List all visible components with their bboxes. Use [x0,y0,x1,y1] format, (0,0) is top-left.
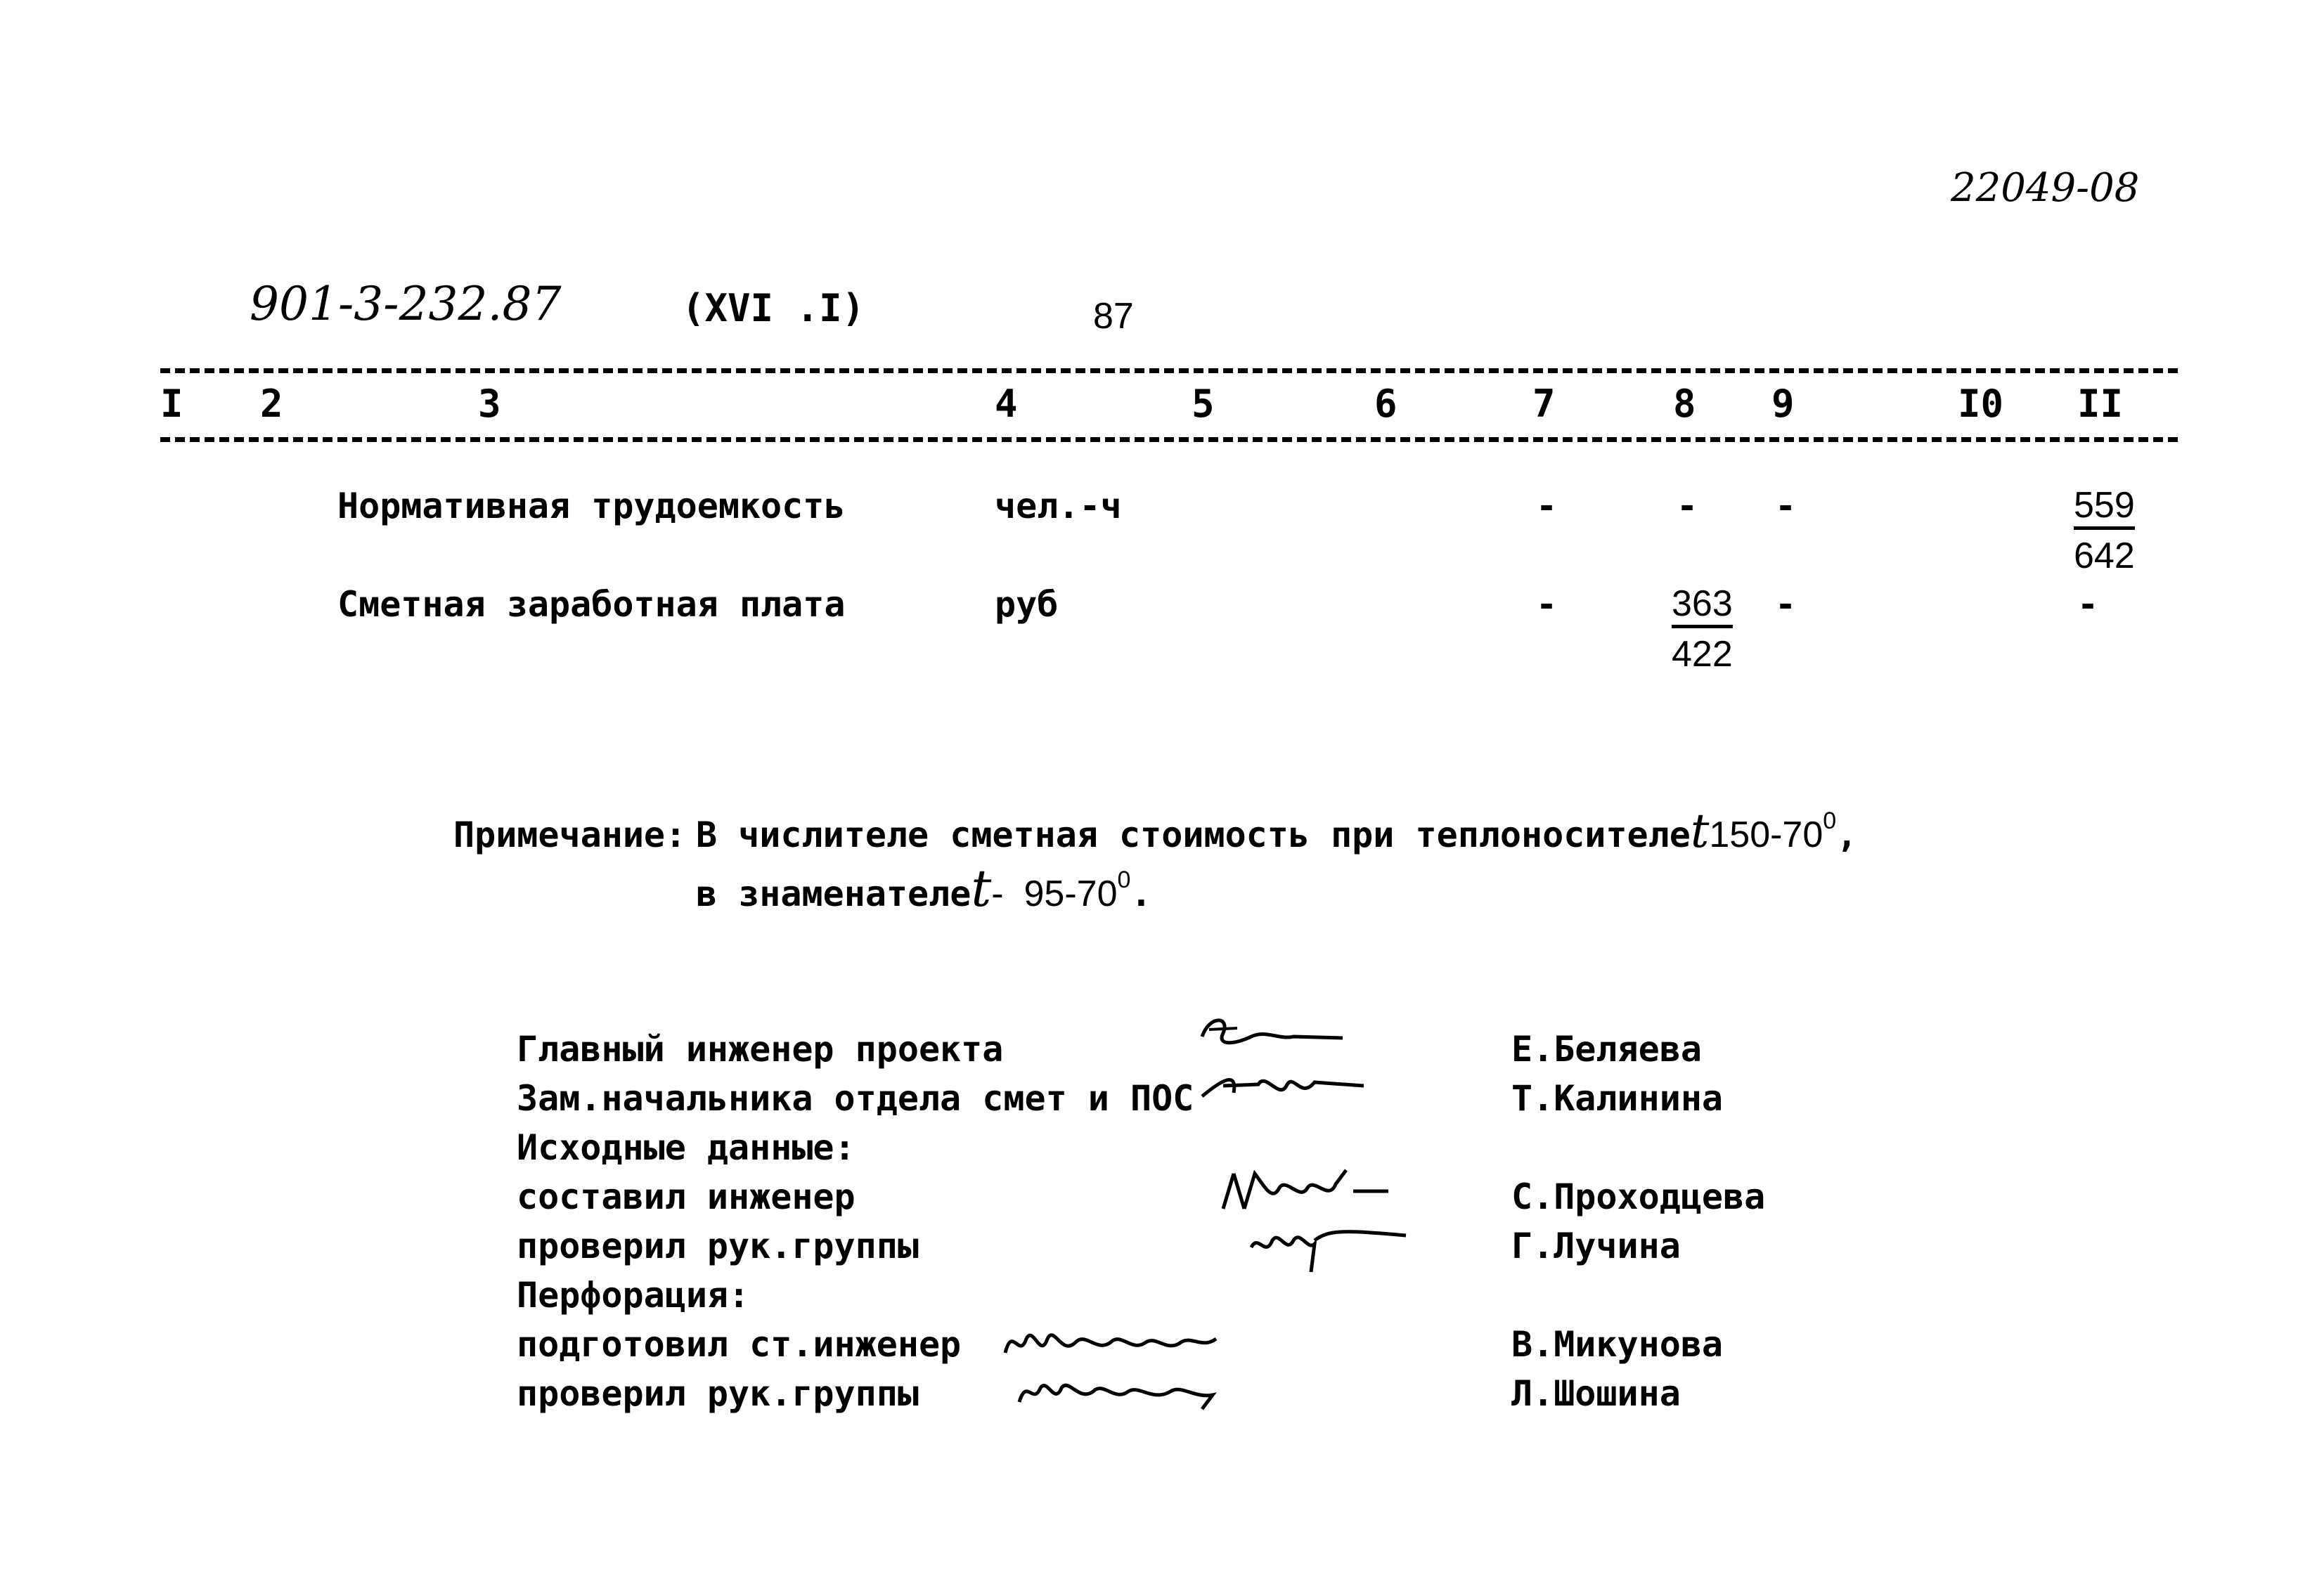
signature-mark [1012,1360,1223,1416]
note-line-1-text: В числителе сметная стоимость при теплоносителе [696,815,1691,855]
cell-col11-numerator: 559 [2074,487,2135,530]
signature-role: составил инженер [517,1176,856,1217]
column-header-11: II [2077,382,2124,426]
note-line-1 [696,804,1858,858]
signature-role: проверил рук.группы [517,1373,919,1414]
cell-col8-numerator: 363 [1672,585,1733,628]
signature-role: подготовил ст.инженер [517,1324,962,1365]
signature-mark [998,1311,1223,1367]
handwritten-signature [1244,1209,1413,1282]
column-header-5: 5 [1192,382,1215,426]
signature-mark [1195,1058,1378,1114]
section-label: Перфорация: [517,1275,750,1316]
cell-col7: - [1536,584,1558,625]
cell-col11: - [2077,584,2099,625]
signature-name: С.Проходцева [1511,1176,1766,1217]
note-line-2-t-symbol: t [971,859,992,918]
signature-role: проверил рук.группы [517,1226,919,1266]
note-line-2-degree: 0 [1117,867,1131,893]
column-header-9: 9 [1771,382,1795,426]
row-name: Нормативная трудоемкость [337,486,846,526]
handwritten-signature [1012,1360,1223,1419]
column-header-1: I [160,382,183,426]
column-header-4: 4 [995,382,1018,426]
cell-col7: - [1536,486,1558,526]
note-line-2 [696,859,1152,918]
cell-col8: - [1677,486,1698,526]
note-line-1-value: 150-70 [1709,815,1823,855]
note-label: Примечание: [453,815,687,855]
signature-role: Зам.начальника отдела смет и ПОС [517,1078,1194,1119]
page-number: 87 [1093,296,1134,337]
section-label: Исходные данные: [517,1127,856,1168]
row-unit: руб [995,584,1059,625]
cell-col8-denominator: 422 [1672,634,1733,675]
signature-mark [1244,1209,1413,1279]
section-number: (XVI .I) [682,286,865,330]
signature-name: В.Микунова [1511,1324,1724,1365]
signature-name: Г.Лучина [1511,1226,1681,1266]
signature-name: Е.Беляева [1511,1029,1702,1070]
column-header-3: 3 [478,382,501,426]
cell-col9: - [1775,584,1797,625]
signature-mark [1195,1008,1350,1065]
column-header-6: 6 [1374,382,1397,426]
note-line-2-text: в знаменателе [696,874,971,914]
signature-name: Т.Калинина [1511,1078,1724,1119]
note-line-2-value: - 95-70 [991,874,1118,914]
corner-stamp-number: 22049-08 [1951,165,2140,211]
row-unit: чел.-ч [995,486,1122,526]
cell-col9: - [1775,486,1797,526]
document-code: 901-3-232.87 [250,277,562,331]
row-name: Сметная заработная плата [337,584,846,625]
handwritten-signature [1195,1058,1378,1117]
note-line-1-t-symbol: t [1690,804,1710,858]
note-line-2-tail: . [1130,874,1152,914]
note-line-1-degree: 0 [1823,807,1837,834]
signature-role: Главный инженер проекта [517,1029,1004,1070]
column-header-2: 2 [260,382,283,426]
signature-name: Л.Шошина [1511,1373,1681,1414]
column-header-10: I0 [1958,382,2004,426]
table-top-rule [160,368,2178,373]
cell-col11-denominator: 642 [2074,536,2135,576]
note-line-1-tail: , [1836,815,1858,855]
table-header-bottom-rule [160,437,2178,442]
column-header-7: 7 [1532,382,1556,426]
column-header-8: 8 [1673,382,1696,426]
